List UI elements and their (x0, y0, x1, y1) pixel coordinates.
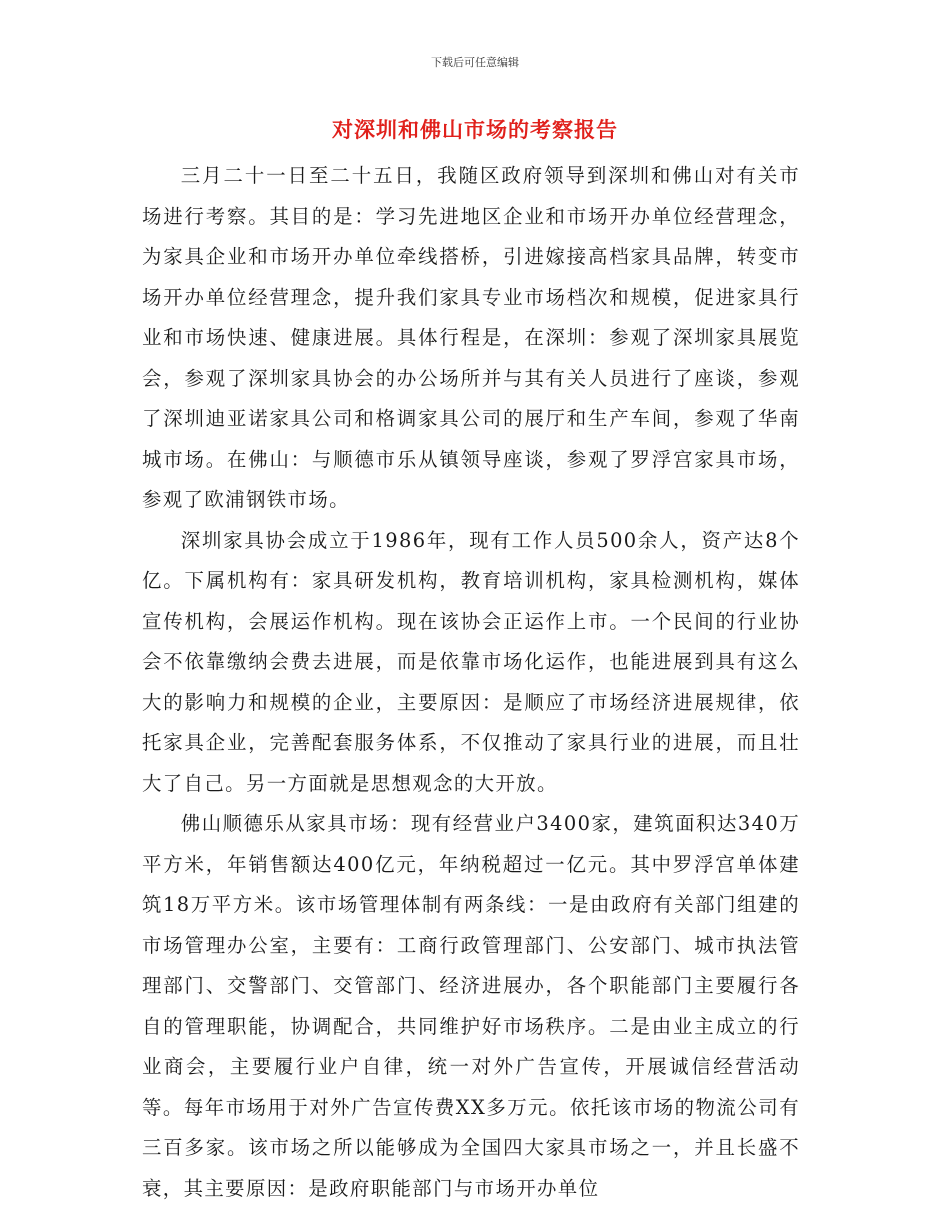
document-body (142, 156, 800, 1209)
paragraph-1: 三月二十一日至二十五日，我随区政府领导到深圳和佛山对有关市场进行考察。其目的是：学习先进地区企业和市场开办单位经营理念，为家具企业和市场开办单位牵线搭桥，引进嫁接高档家具品牌，转变市场开办单位经营理念，提升我们家具专业市场档次和规模，促进家具行业和市场快速、健康进展。具体行程是，在深圳：参观了深圳家具展览会，参观了深圳家具协会的办公场所并与其有关人员进行了座谈，参观了深圳迪亚诺家具公司和格调家具公司的展厅和生产车间，参观了华南城市场。在佛山：与顺德市乐从镇领导座谈，参观了罗浮宫家具市场，参观了欧浦钢铁市场。 (142, 164, 800, 511)
paragraph-2: 深圳家具协会成立于1986年，现有工作人员500余人，资产达8个亿。下属机构有：家具研发机构，教育培训机构，家具检测机构，媒体宣传机构，会展运作机构。现在该协会正运作上市。一个民间的行业协会不依靠缴纳会费去进展，而是依靠市场化运作，也能进展到具有这么大的影响力和规模的企业，主要原因：是顺应了市场经济进展规律，依托家具企业，完善配套服务体系，不仅推动了家具行业的进展，而且壮大了自己。另一方面就是思想观念的大开放。 (142, 528, 800, 795)
document-title: 对深圳和佛山市场的考察报告 (332, 118, 618, 142)
paragraph-3: 佛山顺德乐从家具市场：现有经营业户3400家，建筑面积达340万平方米，年销售额达400亿元，年纳税超过一亿元。其中罗浮宫单体建筑18万平方米。该市场管理体制有两条线：一是由政府有关部门组建的市场管理办公室，主要有：工商行政管理部门、公安部门、城市执法管理部门、交警部门、交管部门、经济进展办，各个职能部门主要履行各自的管理职能，协调配合，共同维护好市场秩序。二是由业主成立的行业商会，主要履行业户自律，统一对外广告宣传，开展诚信经营活动等。每年市场用于对外广告宣传费XX多万元。依托该市场的物流公司有三百多家。该市场之所以能够成为全国四大家具市场之一，并且长盛不衰，其主要原因：是政府职能部门与市场开办单位 (142, 812, 800, 1200)
header-note: 下载后可任意编辑 (431, 56, 519, 69)
